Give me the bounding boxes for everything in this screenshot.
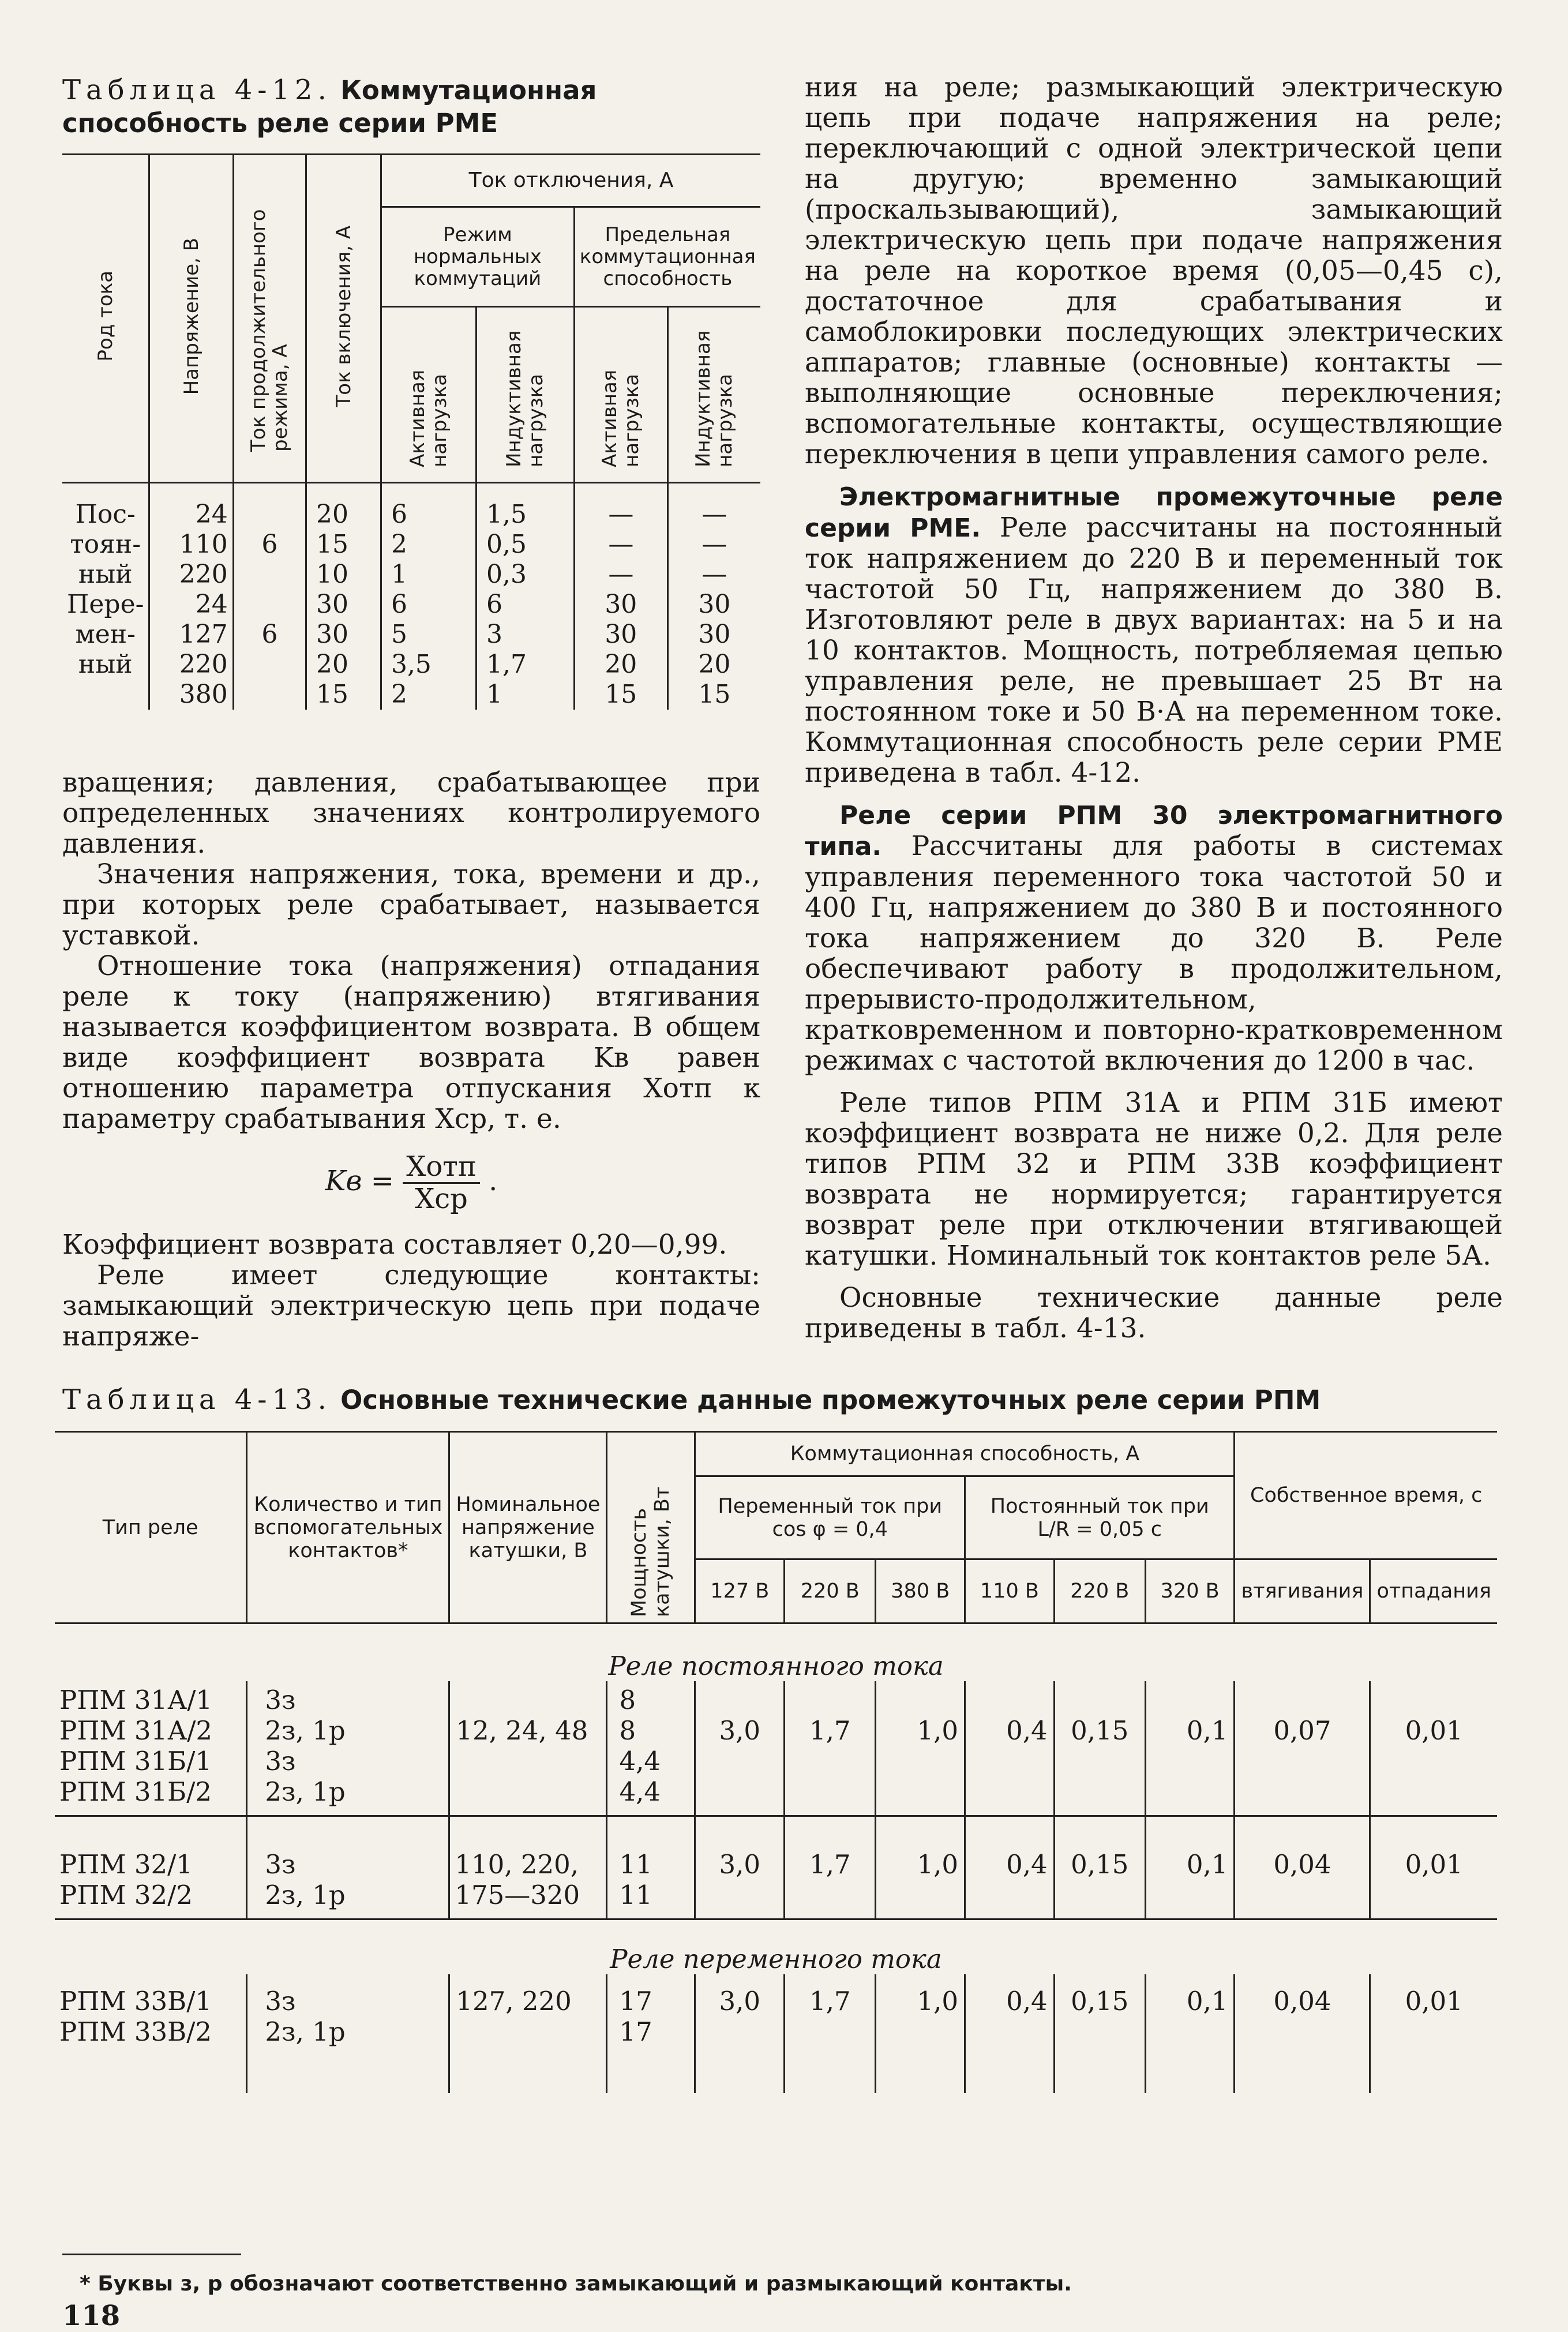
header-nominal: Номинальное напряжение катушки, В	[449, 1432, 607, 1624]
rod-per: Пере- мен- ный	[67, 590, 144, 679]
header-380v: 380 В	[876, 1559, 965, 1624]
header-tok-otkl: Ток отключения, А	[381, 155, 760, 207]
akt-pred-values: — — — 30 30 20 15	[605, 500, 637, 709]
footnote-rule	[62, 2254, 241, 2255]
table-4-13-caption: Таблица 4-13. Основные технические данные промежуточных реле серии РПМ	[62, 1384, 1321, 1416]
header-akt-pred: Активная нагрузка	[598, 369, 644, 468]
header-127v: 127 В	[695, 1559, 785, 1624]
header-320v: 320 В	[1145, 1559, 1235, 1624]
footnote: * Буквы з, р обозначают соответственно замыкающий и размыкающий контакты.	[80, 2272, 1072, 2296]
header-predelnaya: Предельная коммутационная способность	[574, 207, 760, 307]
header-ind-pred: Индуктивная нагрузка	[692, 330, 737, 468]
page-number: 118	[62, 2300, 121, 2332]
header-otpadaniya: отпадания	[1370, 1559, 1497, 1624]
header-vtyagivaniya: втягивания	[1235, 1559, 1370, 1624]
formula-kv: Kв = $\frac{\text{Xотп}}{\text{Xср}}$ .	[325, 1150, 498, 1215]
header-rod-toka: Род тока	[93, 271, 117, 362]
header-110v: 110 В	[965, 1559, 1055, 1624]
table-4-13	[55, 1431, 1497, 2093]
header-220v-ac: 220 В	[785, 1559, 876, 1624]
section-dc: Реле постоянного тока	[608, 1650, 944, 1681]
header-tok-vkl: Ток включения, А	[332, 225, 355, 407]
table-row: РПМ 32/1 РПМ 32/2 3з 2з, 1р 110, 220, 175—320 11 11 3,0 1,7 1,0 0,4 0,15 0,1 0,04 0,01	[55, 1816, 1497, 1919]
table-row: РПМ 31А/1 РПМ 31А/2 РПМ 31Б/1 РПМ 31Б/2 3з 2з, 1р 3з 2з, 1р 12, 24, 48 8 8 4,4 4,4 3,0 1,7 1,0 0,4 0,15 0,1 0,07 0,01	[55, 1681, 1497, 1816]
right-column-text: ния на реле; размыкающий электрическую цепь при подаче напряжения на реле; переключающий с одной электрической цепи на другую; временно замыкающий (проскальзывающий), замыкающий электрическую цепь при подаче напряжения на реле на короткое время (0,05—0,45 с), достаточное для срабатывания и самоблокировки последующих электрических аппаратов; главные (основные) контакты — выполняющие основные переключения; вспомогательные контакты, осуществляющие переключения в цепи управления самого реле. Электромагнитные промежуточные реле серии РМЕ. Реле рассчитаны на постоянный ток напряжением до 220 В и переменный ток частотой 50 Гц, напряжением до 380 В. Изготовляют реле в двух вариантах: на 5 и на 10 контактов. Мощность, потребляемая цепью управления реле, не превышает 25 Вт на постоянном токе и 50 В·А на переменном токе. Коммутационная способность реле серии РМЕ приведена в табл. 4-12. Реле серии РПМ 30 электромагнитного типа. Рассчитаны для работы в системах управления переменного тока частотой 50 и 400 Гц, напряжением до 380 В и постоянного тока напряжением до 320 В. Реле обеспечивают работу в продолжительном, прерывисто-продолжительном, кратковременном и повторно-кратковременном режимах с частотой включения до 1200 в час. Реле типов РПМ 31А и РПМ 31Б имеют коэффициент возврата не ниже 0,2. Для реле типов РПМ 32 и РПМ 33В коэффициент возврата не нормируется; гарантируется возврат реле при отключении втягивающей катушки. Номинальный ток контактов реле 5А. Основные технические данные реле приведены в табл. 4-13.	[805, 72, 1503, 1344]
header-moshchnost: Мощность катушки, Вт	[628, 1486, 674, 1617]
header-220v-dc: 220 В	[1054, 1559, 1145, 1624]
akt-norm-values: 6 2 1 6 5 3,5 2	[391, 500, 432, 709]
header-peremenny: Переменный ток при cos φ = 0,4	[695, 1476, 965, 1559]
table-4-12	[62, 153, 760, 710]
napr-values: 24 110 220 24 127 220 380	[179, 500, 228, 709]
left-column-text: вращения; давления, срабатывающее при определенных значениях контролируемого давления. Значения напряжения, тока, времени и др., при которых реле срабатывает, называется уставкой. Отношение тока (напряжения) отпадания реле к току (напряжению) втягивания называется коэффициентом возврата. В общем виде коэффициент возврата Kв равен отношению параметра отпускания Xотп к параметру срабатывания Xср, т. е. Kв = $\frac{\text{Xотп}}{\text{Xср}}$ . Коэффициент возврата составляет 0,20—0,99. Реле имеет следующие контакты: замыкающий электрическую цепь при подаче напряже-	[62, 767, 760, 1352]
header-sobstv-vremya: Собственное время, с	[1235, 1432, 1497, 1559]
header-napryazhenie: Напряжение, В	[179, 237, 203, 395]
table-4-12-caption: Таблица 4-12. Коммутационная способность реле серии РМЕ	[62, 74, 597, 138]
prod-values: 6 6	[261, 530, 278, 649]
section-ac: Реле переменного тока	[610, 1944, 942, 1974]
rod-post: Пос- тоян- ный	[70, 500, 141, 589]
header-kolichestvo: Количество и тип вспомогательных контактов*	[247, 1432, 449, 1624]
header-tok-prodolzh: Ток продолжительного режима, А	[247, 209, 292, 452]
table-row	[62, 483, 760, 710]
ind-norm-values: 1,5 0,5 0,3 6 3 1,7 1	[486, 500, 527, 709]
header-postoyanny: Постоянный ток при L/R = 0,05 с	[965, 1476, 1235, 1559]
ind-pred-values: — — — 30 30 20 15	[698, 500, 731, 709]
table-row: РПМ 33В/1 РПМ 33В/2 3з 2з, 1р 127, 220 17 17 3,0 1,7 1,0 0,4 0,15 0,1 0,04 0,01	[55, 1974, 1497, 2093]
header-rezhim-norm: Режим нормальных коммутаций	[381, 207, 574, 307]
header-ind-norm: Индуктивная нагрузка	[502, 330, 548, 468]
header-kommutats: Коммутационная способность, А	[695, 1432, 1235, 1476]
vkl-values: 20 15 10 30 30 20 15	[316, 500, 349, 709]
header-akt-norm: Активная нагрузка	[406, 369, 451, 468]
header-tip-rele: Тип реле	[55, 1432, 247, 1624]
